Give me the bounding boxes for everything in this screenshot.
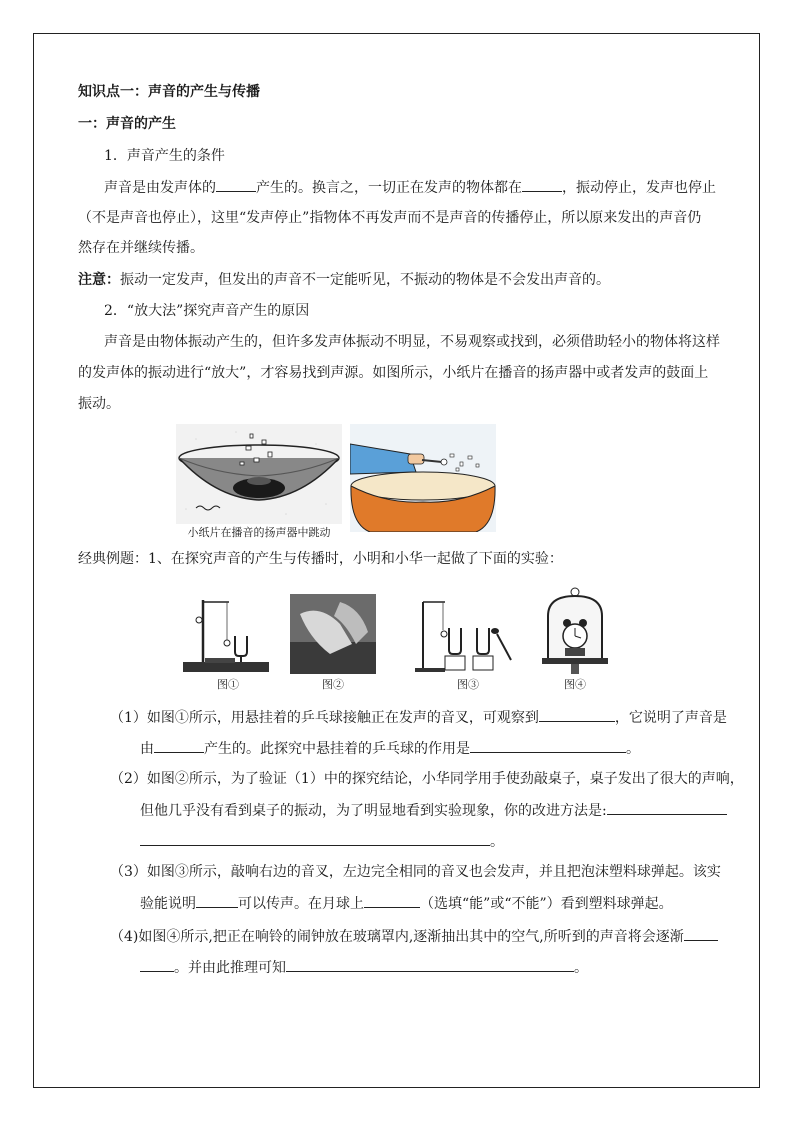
- text: 。并由此推理可知: [174, 960, 286, 976]
- text: ，振动停止，发声也停止: [562, 180, 716, 196]
- speaker-illustration: [176, 424, 342, 524]
- question-1-line-2: [140, 738, 640, 759]
- paragraph-1-line-1: [104, 177, 716, 198]
- question-2-line-3: [140, 831, 504, 852]
- text: 验能说明: [140, 896, 196, 912]
- figure-1-label: 图①: [217, 678, 239, 691]
- bell-jar-alarm-clock-illustration: [540, 586, 610, 674]
- answer-blank: [607, 800, 727, 815]
- text: 产生的。换言之，一切正在发声的物体都在: [256, 180, 522, 196]
- figure-3: [413, 594, 523, 690]
- paragraph-1-line-2: （不是声音也停止），这里“发声停止”指物体不再发声而不是声音的传播停止，所以原来发出的声音仍: [78, 210, 702, 226]
- figure-2-label: 图②: [322, 678, 344, 691]
- item1-title: 1．声音产生的条件: [104, 148, 225, 164]
- question-3-line-2: [140, 893, 673, 914]
- question-2-line-1: （2）如图②所示，为了验证（1）中的探究结论，小华同学用手使劲敲桌子，桌子发出了很大的声响，: [110, 771, 744, 787]
- drum-illustration: [350, 424, 496, 532]
- note-text: 振动一定发声，但发出的声音不一定能听见，不振动的物体是不会发出声音的。: [120, 272, 610, 288]
- note: [78, 270, 610, 290]
- answer-blank: [196, 893, 238, 908]
- figure-1: [183, 590, 273, 690]
- text: 但他几乎没有看到桌子的振动，为了明显地看到实验现象，你的改进方法是:: [140, 803, 607, 819]
- answer-blank: [216, 177, 256, 192]
- text: （4)如图④所示,把正在响铃的闹钟放在玻璃罩内,逐渐抽出其中的空气,所听到的声音将会逐渐: [110, 929, 684, 945]
- answer-blank: [470, 738, 626, 753]
- question-4-line-2: [140, 957, 588, 978]
- answer-blank: [286, 957, 574, 972]
- text: 产生的。此探究中悬挂着的乒乓球的作用是: [204, 741, 470, 757]
- text: ，它说明了声音是: [614, 710, 727, 726]
- speaker-figure: [176, 424, 342, 544]
- answer-blank: [140, 831, 490, 846]
- paragraph-2-line-2: 的发声体的振动进行“放大”，才容易找到声源。如图所示，小纸片在播音的扬声器中或者发声的鼓面上: [78, 365, 709, 381]
- figure-3-label: 图③: [457, 678, 479, 691]
- hand-knocking-table-photo: [290, 594, 376, 674]
- question-3-line-1: （3）如图③所示，敲响右边的音叉，左边完全相同的音叉也会发声，并且把泡沫塑料球弹起。该实: [110, 864, 721, 880]
- sub-heading: 一：声音的产生: [78, 116, 176, 132]
- text: 。: [626, 741, 640, 757]
- paragraph-1-line-3: 然存在并继续传播。: [78, 240, 204, 256]
- answer-blank: [684, 926, 718, 941]
- text: （1）如图①所示，用悬挂着的乒乓球接触正在发声的音叉，可观察到: [110, 710, 539, 726]
- tuning-fork-stand-illustration: [183, 590, 273, 676]
- question-2-line-2: [140, 800, 727, 821]
- item2-title: 2．“放大法”探究声音产生的原因: [104, 303, 310, 319]
- text: 。: [490, 834, 504, 850]
- answer-blank: [522, 177, 562, 192]
- text: 可以传声。在月球上: [238, 896, 364, 912]
- answer-blank: [140, 957, 174, 972]
- section-heading: 知识点一：声音的产生与传播: [78, 84, 260, 100]
- question-4-line-1: [110, 926, 718, 947]
- two-tuning-forks-illustration: [413, 594, 523, 674]
- answer-blank: [364, 893, 420, 908]
- paragraph-2-line-3: 振动。: [78, 396, 120, 412]
- example-intro: 经典例题：1、在探究声音的产生与传播时，小明和小华一起做了下面的实验：: [78, 551, 563, 567]
- paragraph-2-line-1: 声音是由物体振动产生的，但许多发声体振动不明显，不易观察或找到，必须借助轻小的物体将这样: [104, 334, 720, 350]
- figure-4-label: 图④: [564, 678, 586, 691]
- answer-blank: [154, 738, 204, 753]
- text: 由: [140, 741, 154, 757]
- note-label: 注意：: [78, 272, 120, 288]
- text: 声音是由发声体的: [104, 180, 216, 196]
- question-1-line-1: [110, 707, 727, 728]
- text: 。: [574, 960, 588, 976]
- answer-blank: [539, 707, 615, 722]
- text: （选填“能”或“不能”）看到塑料球弹起。: [420, 896, 673, 912]
- drum-figure: [350, 424, 496, 532]
- speaker-caption: 小纸片在播音的扬声器中跳动: [187, 526, 331, 539]
- figure-4: [540, 586, 610, 690]
- figure-2: [290, 594, 376, 690]
